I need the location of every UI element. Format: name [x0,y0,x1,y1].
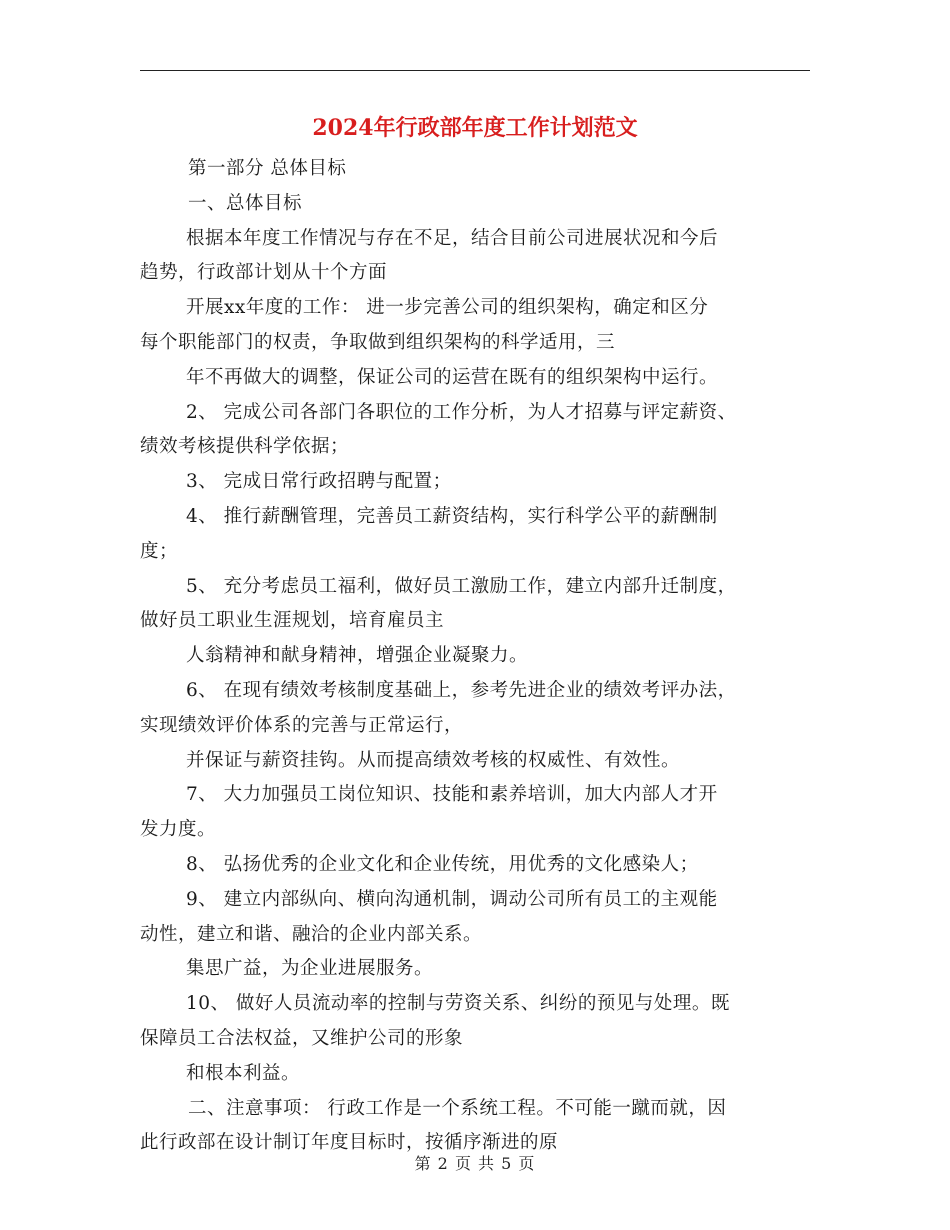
page-number: 第 2 页 共 5 页 [414,1154,536,1173]
paragraph-line: 集思广益，为企业进展服务。 [186,958,434,980]
header-rule [140,70,810,71]
list-item-7: 7、 大力加强员工岗位知识、技能和素养培训，加大内部人才开 [186,784,718,806]
document-body [140,152,810,1161]
paragraph-line: 保障员工合法权益，又维护公司的形象 [140,1027,464,1049]
paragraph-line: 度； [140,540,179,562]
paragraph-line: 做好员工职业生涯规划，培育雇员主 [140,610,445,632]
list-item-3: 3、 完成日常行政招聘与配置； [186,471,452,493]
paragraph-line: 绩效考核提供科学依据； [140,436,350,458]
paragraph-line: 年不再做大的调整，保证公司的运营在既有的组织架构中运行。 [186,366,719,388]
paragraph-line: 开展xx年度的工作： 进一步完善公司的组织架构，确定和区分 [186,297,709,319]
paragraph-line: 每个职能部门的权责，争取做到组织架构的科学适用，三 [140,331,616,353]
paragraph-line: 实现绩效评价体系的完善与正常运行， [140,714,464,736]
list-item-9: 9、 建立内部纵向、横向沟通机制，调动公司所有员工的主观能 [186,888,718,910]
paragraph-line: 和根本利益。 [186,1062,301,1084]
paragraph-line: 动性，建立和谐、融洽的企业内部关系。 [140,923,483,945]
list-item-5: 5、 充分考虑员工福利，做好员工激励工作，建立内部升迁制度， [186,575,737,597]
section-heading: 第一部分 总体目标 [188,158,347,179]
paragraph-line: 趋势，行政部计划从十个方面 [140,262,388,284]
list-item-2: 2、 完成公司各部门各职位的工作分析，为人才招募与评定薪资、 [186,401,737,423]
list-item-4: 4、 推行薪酬管理，完善员工薪资结构，实行科学公平的薪酬制 [186,505,718,527]
subsection-heading: 二、注意事项： 行政工作是一个系统工程。不可能一蹴而就，因 [188,1097,727,1119]
paragraph-line: 此行政部在设计制订年度目标时，按循序渐进的原 [140,1132,559,1154]
paragraph-line: 人翁精神和献身精神，增强企业凝聚力。 [186,645,529,667]
paragraph-line: 根据本年度工作情况与存在不足，结合目前公司进展状况和今后 [186,227,719,249]
list-item-10: 10、 做好人员流动率的控制与劳资关系、纠纷的预见与处理。既 [186,993,730,1015]
paragraph-line: 发力度。 [140,819,217,841]
paragraph-line: 并保证与薪资挂钩。从而提高绩效考核的权威性、有效性。 [186,749,681,771]
list-item-6: 6、 在现有绩效考核制度基础上，参考先进企业的绩效考评办法， [186,679,737,701]
document-title: 2024年行政部年度工作计划范文 [312,115,638,141]
subsection-heading: 一、总体目标 [188,192,303,214]
list-item-8: 8、 弘扬优秀的企业文化和企业传统，用优秀的文化感染人； [186,853,699,875]
